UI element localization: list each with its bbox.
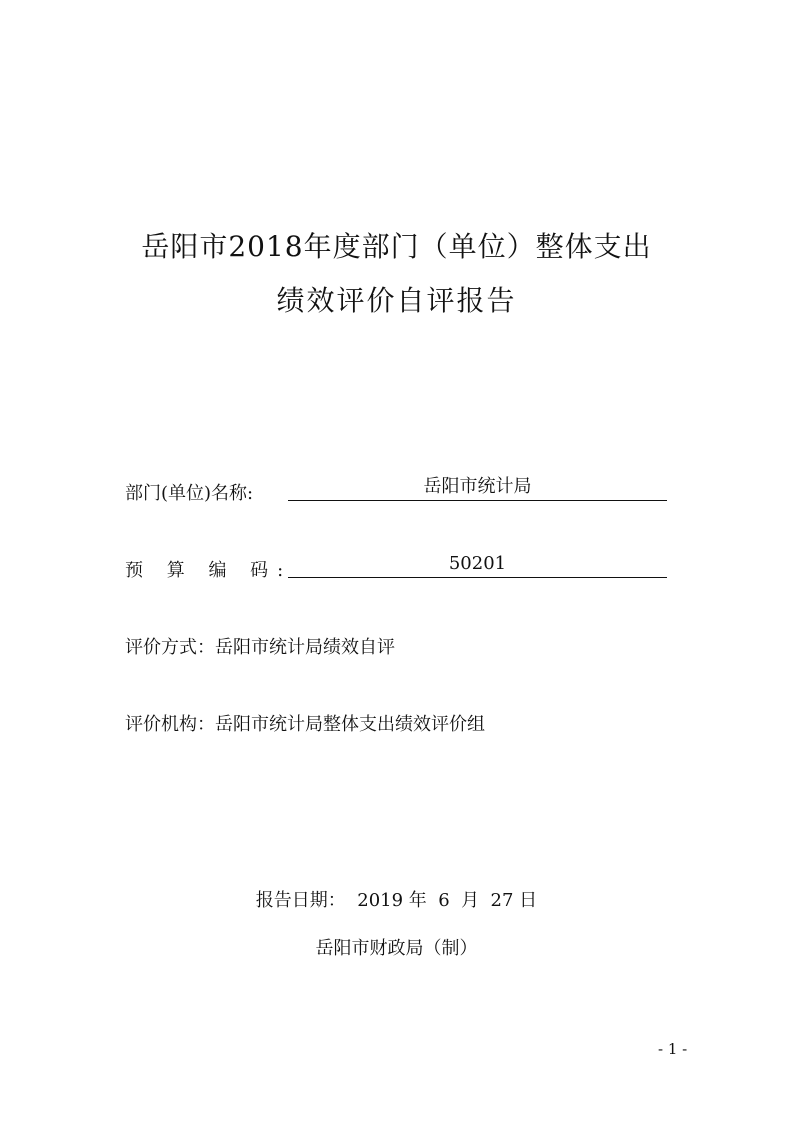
evaluation-method: 评价方式：岳阳市统计局绩效自评 xyxy=(125,637,395,658)
budget-value: 50201 xyxy=(288,553,667,578)
dept-label: 部门(单位)名称: xyxy=(125,483,254,504)
evaluation-agency: 评价机构：岳阳市统计局整体支出绩效评价组 xyxy=(125,714,485,735)
dept-value: 岳阳市统计局 xyxy=(288,476,667,501)
page-number: - 1 - xyxy=(658,1040,688,1058)
report-date: 报告日期： 2019 年 6 月 27 日 xyxy=(255,890,538,911)
budget-label: 预 算 编 码: xyxy=(125,560,293,581)
document-title-line2: 绩效评价自评报告 xyxy=(276,284,517,317)
issuer: 岳阳市财政局（制） xyxy=(315,938,478,959)
document-title-line1: 岳阳市2018年度部门（单位）整体支出 xyxy=(141,230,652,263)
